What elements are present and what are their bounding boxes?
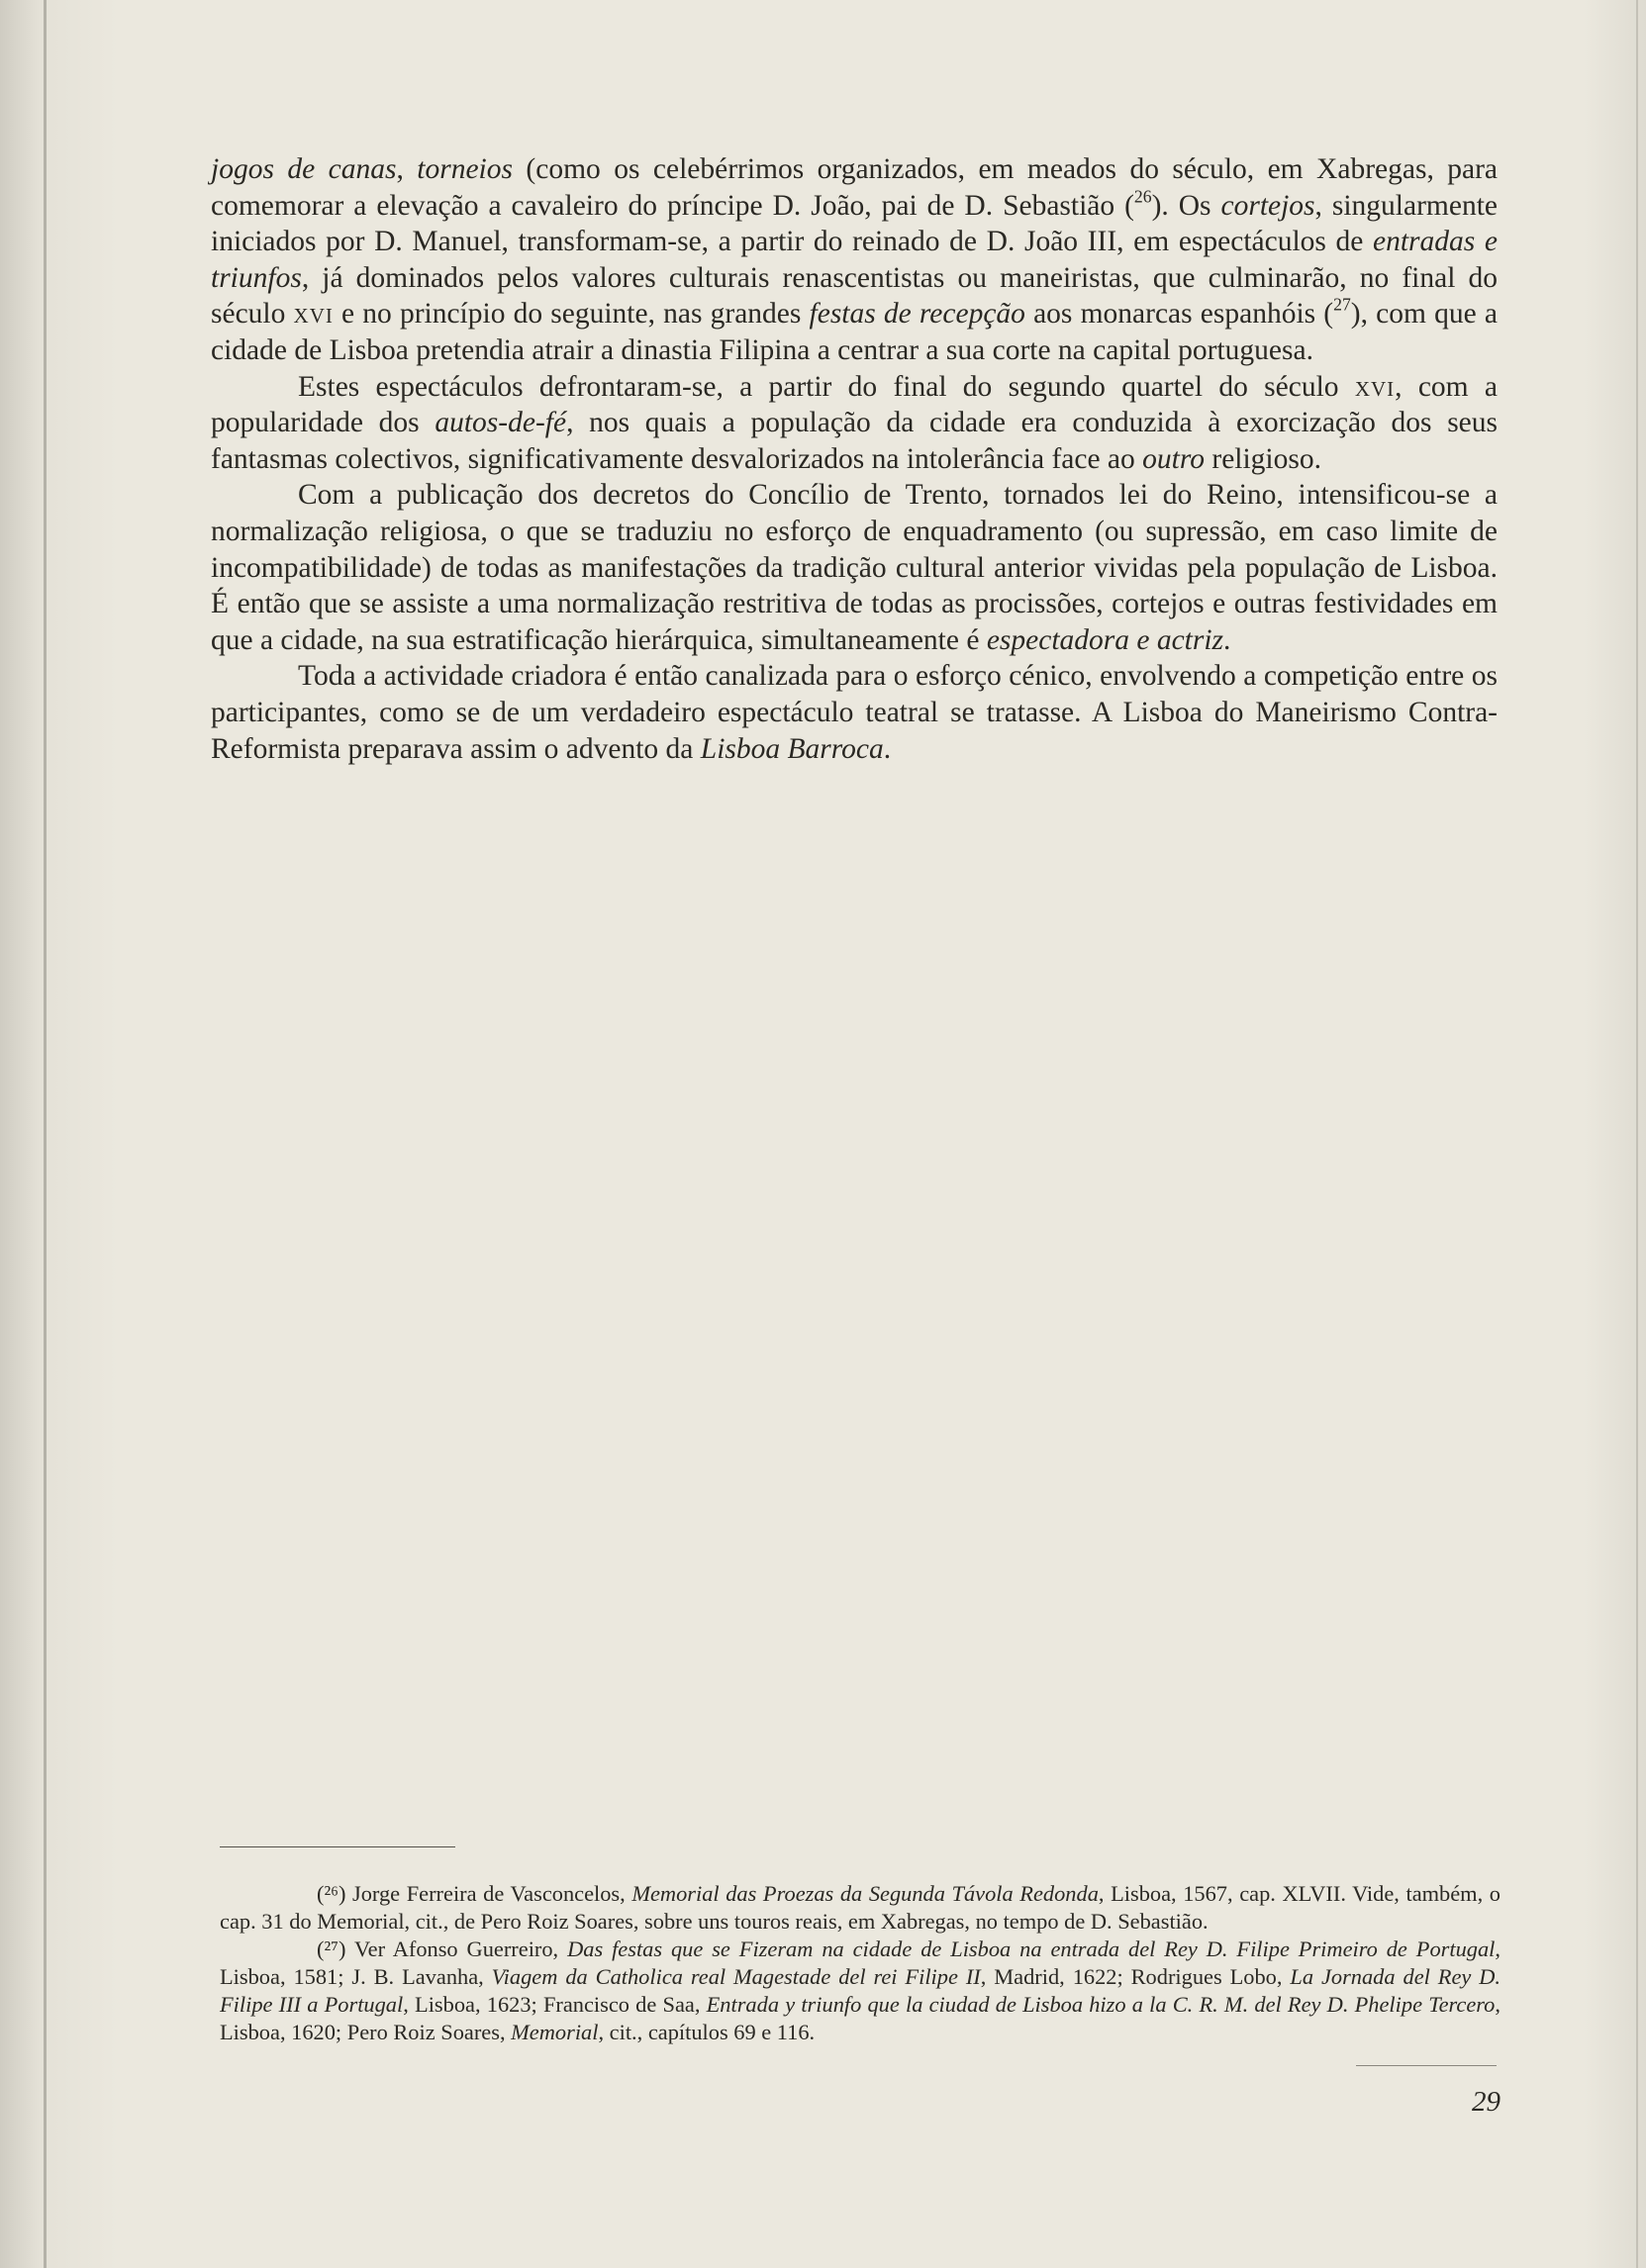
- body-text: [211, 151, 1498, 767]
- text-run: aos monarcas espanhóis (: [1024, 298, 1334, 331]
- text-run: ,: [396, 153, 418, 185]
- footnote-26: [220, 1880, 1501, 1936]
- paragraph-4: [211, 658, 1498, 767]
- italic-title: Memorial das Proezas da Segunda Távola Redonda: [631, 1881, 1099, 1906]
- italic-term: Lisboa Barroca: [700, 732, 884, 765]
- paragraph-3: [211, 477, 1498, 658]
- small-caps-numeral: xvi: [293, 298, 334, 331]
- text-run: , já dominados pelos valores culturais renascentistas ou maneiristas, que culminarão, no final do século: [211, 261, 1498, 331]
- text-run: , Madrid, 1622; Rodrigues Lobo,: [980, 1964, 1291, 1989]
- text-run: Com a publicação dos decretos do Concílio de Trento, tornados lei do Reino, intensificou-se a normalização religiosa, o que se traduziu no esforço de enquadramento (ou supressão, em caso limite de incompatibilidade) de todas as manifestações da tradição cultural anterior vividas pela população de Lisboa. É então que se assiste a uma normalização restritiva de todas as procissões, cortejos e outras festividades em que a cidade, na sua estratificação hierárquica, simultaneamente é: [211, 479, 1498, 656]
- footnote-27: [220, 1936, 1501, 2046]
- text-run: , cit., capítulos 69 e 116.: [598, 2020, 816, 2044]
- footnote-ref-27: 27: [1333, 295, 1351, 315]
- text-run: ), com que a cidade de Lisboa pretendia atrair a dinastia Filipina a centrar a sua corte na capital portuguesa.: [211, 298, 1498, 366]
- footnote-number: (²⁶): [317, 1881, 346, 1906]
- text-run: , nos quais a população da cidade era conduzida à exorcização dos seus fantasmas colectivos, significativamente desvalorizados na intolerância face ao: [211, 407, 1498, 475]
- text-run: Toda a actividade criadora é então canalizada para o esforço cénico, envolvendo a competição entre os participantes, como se de um verdadeiro espectáculo teatral se tratasse. A Lisboa do Maneirismo Contra-Reformista preparava assim o advento da: [211, 660, 1498, 765]
- small-caps-numeral: xvi: [1354, 370, 1396, 403]
- footnote-number: (²⁷): [317, 1937, 346, 1961]
- footnotes: [220, 1880, 1501, 2046]
- text-run: , com a popularidade dos: [211, 370, 1498, 439]
- text-run: Ver Afonso Guerreiro,: [345, 1937, 568, 1961]
- footnote-separator: [220, 1846, 455, 1847]
- italic-term: festas de recepção: [809, 298, 1025, 331]
- page-right-edge: [1636, 0, 1638, 2268]
- page-number: 29: [1472, 2086, 1501, 2118]
- footnote-ref-26: 26: [1133, 186, 1152, 207]
- italic-term: espectadora e actriz: [986, 623, 1224, 656]
- italic-title: Entrada y triunfo que la ciudad de Lisboa hizo a la C. R. M. del Rey D. Phelipe Tercero: [706, 1992, 1496, 2017]
- text-run: , Lisboa, 1620; Pero Roiz Soares,: [220, 1992, 1501, 2044]
- text-run: (como os celebérrimos organizados, em meados do século, em Xabregas, para comemorar a elevação a cavaleiro do príncipe D. João, pai de D. Sebastião (: [211, 153, 1499, 222]
- italic-title: Das festas que se Fizeram na cidade de Lisboa na entrada del Rey D. Filipe Primeiro de Portugal: [567, 1937, 1496, 1961]
- text-run: .: [883, 732, 892, 765]
- text-run: , Lisboa, 1581; J. B. Lavanha,: [220, 1937, 1501, 1989]
- italic-term: jogos de canas: [211, 153, 397, 185]
- page-number-rule: [1356, 2065, 1497, 2066]
- italic-term: outro: [1142, 442, 1205, 475]
- italic-term: entradas e triunfos: [211, 226, 1498, 294]
- text-run: , singularmente iniciados por D. Manuel, transformam-se, a partir do reinado de D. João III, em espectáculos de: [211, 189, 1498, 258]
- text-run: e no princípio do seguinte, nas grandes: [333, 298, 810, 331]
- italic-title: Viagem da Catholica real Magestade del rei Filipe II: [491, 1964, 981, 1989]
- text-run: Jorge Ferreira de Vasconcelos,: [345, 1881, 632, 1906]
- italic-term: torneios: [417, 153, 513, 185]
- italic-term: cortejos: [1220, 189, 1315, 222]
- italic-term: autos-de-fé: [435, 407, 567, 439]
- paragraph-1: [211, 151, 1498, 369]
- text-run: .: [1223, 623, 1231, 656]
- text-run: ). Os: [1151, 189, 1221, 222]
- italic-title: Memorial: [511, 2020, 599, 2044]
- text-run: , Lisboa, 1567, cap. XLVII. Vide, também, o cap. 31 do Memorial, cit., de Pero Roiz Soares, sobre uns touros reais, em Xabregas, no tempo de D. Sebastião.: [220, 1881, 1501, 1934]
- binding-gutter-line: [44, 0, 47, 2268]
- italic-title: La Jornada del Rey D. Filipe III a Portugal: [220, 1964, 1501, 2017]
- text-run: religioso.: [1205, 442, 1321, 475]
- paragraph-2: [211, 369, 1498, 478]
- text-run: Estes espectáculos defrontaram-se, a partir do final do segundo quartel do século: [298, 370, 1355, 403]
- text-run: , Lisboa, 1623; Francisco de Saa,: [403, 1992, 707, 2017]
